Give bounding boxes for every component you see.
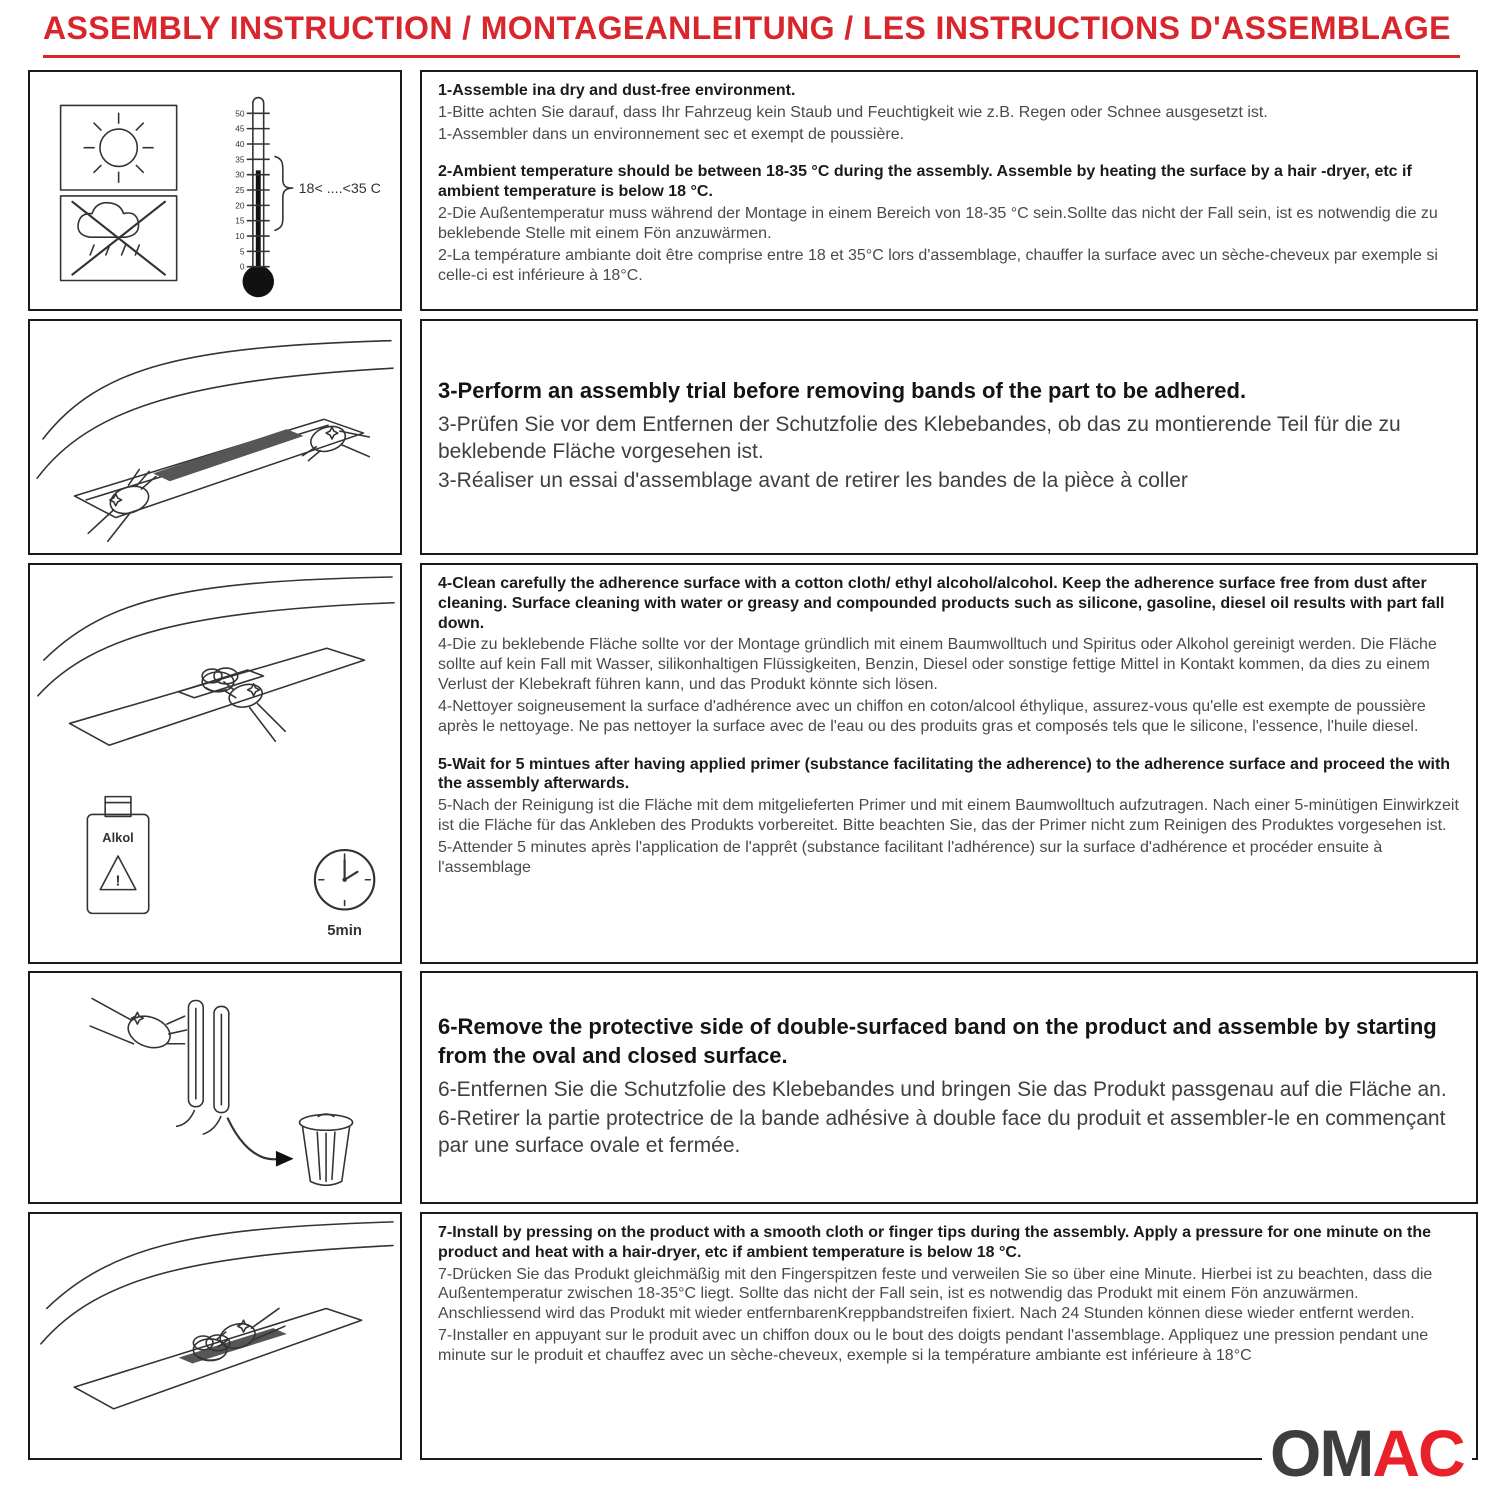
omac-logo [1262,1418,1472,1488]
adhesive-strips-icon [177,1001,229,1135]
peel-band-illustration [30,973,400,1202]
instruction-de: 1-Bitte achten Sie darauf, dass Ihr Fahrzeug kein Staub und Feuchtigkeit wie z.B. Regen oder Schnee ausgesetzt ist. [438,103,1268,121]
svg-text:35: 35 [235,154,245,165]
instruction-en: 3-Perform an assembly trial before removing bands of the part to be adhered. [438,378,1247,404]
instruction-fr: 6-Retirer la partie protectrice de la bande adhésive à double face du produit et assembler-le en commençant par une surface ovale et fermée. [438,1106,1446,1158]
section-4-illustration [28,971,402,1204]
instruction-fr: 5-Attender 5 minutes après l'application de l'apprêt (substance facilitant l'adhérence) sur la surface d'adhérence et procéder ensuite à l'assemblage [438,838,1383,876]
svg-text:30: 30 [235,169,245,180]
instruction-en: 7-Install by pressing on the product with a smooth cloth or finger tips during the assembly. Apply a pressure for one minute on the product and heat with a hair-dryer, etc if ambient temperature is below 18 °C. [438,1224,1431,1261]
door-sill-placement-illustration [30,321,400,553]
instruction-de: 5-Nach der Reinigung ist die Fläche mit dem mitgelieferten Primer und mit einem Baumwolltuch aufzutragen. Nach einer 5-minütigen Einwirkzeit ist die Fläche für das Ankleben des Produkts vorbereitet. Bitte beachten Sie, das der Primer nicht zum Reinigen des Produktes vorgesehen ist. [438,797,1459,835]
temperature-range-label: 18< ....<35 C [298,180,381,197]
instruction-en: 6-Remove the protective side of double-surfaced band on the product and assemble by starting from the oval and closed surface. [438,1014,1437,1069]
section-1-illustration [28,70,402,311]
svg-text:0: 0 [239,261,245,272]
instruction-de: 6-Entfernen Sie die Schutzfolie des Klebebandes und bringen Sie das Produkt passgenau auf die Fläche an. [438,1077,1447,1101]
svg-text:40: 40 [235,138,245,149]
svg-text:25: 25 [235,184,245,195]
instruction-de: 7-Drücken Sie das Produkt gleichmäßig mit den Fingerspitzen feste und verweilen Sie so über eine Minute. Hierbei ist zu beachten, dass die Außentemperatur zwischen 18-35°C liegt. Sollte das nicht der Fall sein, ist es notwendig das Produkt mit einem Fön anzuwärmen. Anschliessend wird das Produkt mit wieder entfernbarenKreppbandstreifen fixiert. Nach 24 Stunden können diese wieder entfernt werden. [438,1265,1433,1323]
section-5-illustration [28,1212,402,1460]
svg-text:!: ! [115,873,121,890]
arrow-icon [276,1151,294,1167]
thermometer-icon [235,98,381,298]
instruction-fr: 4-Nettoyer soigneusement la surface d'adhérence avec un chiffon en coton/alcool éthylique, assurez-vous qu'elle est exempte de poussière après le nettoyage. Ne pas nettoyer la surface avec de l'eau ou des produits gras et composés tels que le silicone, l'essence, l'huile diesel. [438,697,1426,735]
sun-icon [84,113,153,182]
section-2-illustration [28,319,402,555]
instruction-fr: 7-Installer en appuyant sur le produit avec un chiffon doux ou le bout des doigts pendant l'assemblage. Appliquez une pression pendant une minute sur le produit et chauffez avec un sèche-cheveux, exemple si la température ambiante est inférieure à 18°C [438,1327,1429,1364]
clock-icon [315,850,374,939]
svg-text:20: 20 [235,200,245,211]
press-install-illustration [30,1214,400,1458]
instruction-en: 5-Wait for 5 mintues after having applied primer (substance facilitating the adherence) to the adherence surface and proceed the with the assembly afterwards. [438,755,1451,793]
svg-text:10: 10 [235,230,245,241]
no-rain-icon [72,202,164,275]
alcohol-label: Alkol [102,830,134,846]
left-hand-icon [88,469,156,541]
instruction-fr: 3-Réaliser un essai d'assemblage avant de retirer les bandes de la pièce à coller [438,469,1188,493]
wait-time-label: 5min [327,923,362,940]
section-4-text [420,971,1478,1204]
section-2-text [420,319,1478,555]
svg-text:50: 50 [235,108,245,119]
instruction-en: 2-Ambient temperature should be between 18-35 °C during the assembly. Assemble by heating the surface by a hair -dryer, etc if ambient temperature is below 18 °C. [438,163,1412,201]
alcohol-bottle-icon [87,797,148,914]
instruction-fr: 2-La température ambiante doit être comprise entre 18 et 35°C lors d'assemblage, chauffer la surface avec un sèche-cheveux par exemple si celle-ci est inférieure à 18°C. [438,246,1438,284]
instruction-fr: 1-Assembler dans un environnement sec et exempt de poussière. [438,125,905,143]
trash-can-icon [300,1114,353,1185]
instruction-en: 4-Clean carefully the adherence surface with a cotton cloth/ ethyl alcohol/alcohol. Keep the adherence surface free from dust after cleaning. Surface cleaning with water or greasy and compounded products such as silicone, gasoline, diesel oil results with part fall down. [438,575,1445,632]
warning-triangle-icon [100,856,136,890]
right-hand-icon [302,422,369,460]
title-underline [43,55,1460,58]
page-title: ASSEMBLY INSTRUCTION / MONTAGEANLEITUNG / LES INSTRUCTIONS D'ASSEMBLAGE [43,10,1451,46]
section-1-text [420,70,1478,311]
svg-text:15: 15 [235,215,245,226]
instruction-de: 4-Die zu beklebende Fläche sollte vor der Montage gründlich mit einem Baumwolltuch und Spiritus oder Alkohol gereinigt werden. Die Fläche sollte auf kein Fall mit Wasser, silikonhaltigen Flüssigkeiten, Benzin, Diesel oder sonstige fettige Mittel in Kontakt kommen, da dies zu einem Verlust der Klebekraft führen kann, und das Produkt könnte sich lösen. [438,636,1437,694]
peeling-hand-icon [90,999,186,1054]
svg-text:5: 5 [239,246,245,257]
instruction-de: 3-Prüfen Sie vor dem Entfernen der Schutzfolie des Klebebandes, ob das zu montierende Teil für die zu beklebende Fläche vorgesehen ist. [438,412,1401,464]
environment-illustration [30,72,400,309]
instruction-de: 2-Die Außentemperatur muss während der Montage in einem Bereich von 18-35 °C sein.Sollte das nicht der Fall sein, ist es notwendig die zu beklebende Stelle mit einem Fön anzuwärmen. [438,205,1438,242]
section-3-illustration [28,563,402,964]
cleaning-illustration [30,565,400,962]
section-3-text [420,563,1478,964]
svg-text:45: 45 [235,123,245,134]
instruction-en: 1-Assemble ina dry and dust-free environment. [438,82,796,99]
omac-logo-red: AC [1372,1416,1464,1490]
omac-logo-dark: OM [1270,1416,1373,1490]
